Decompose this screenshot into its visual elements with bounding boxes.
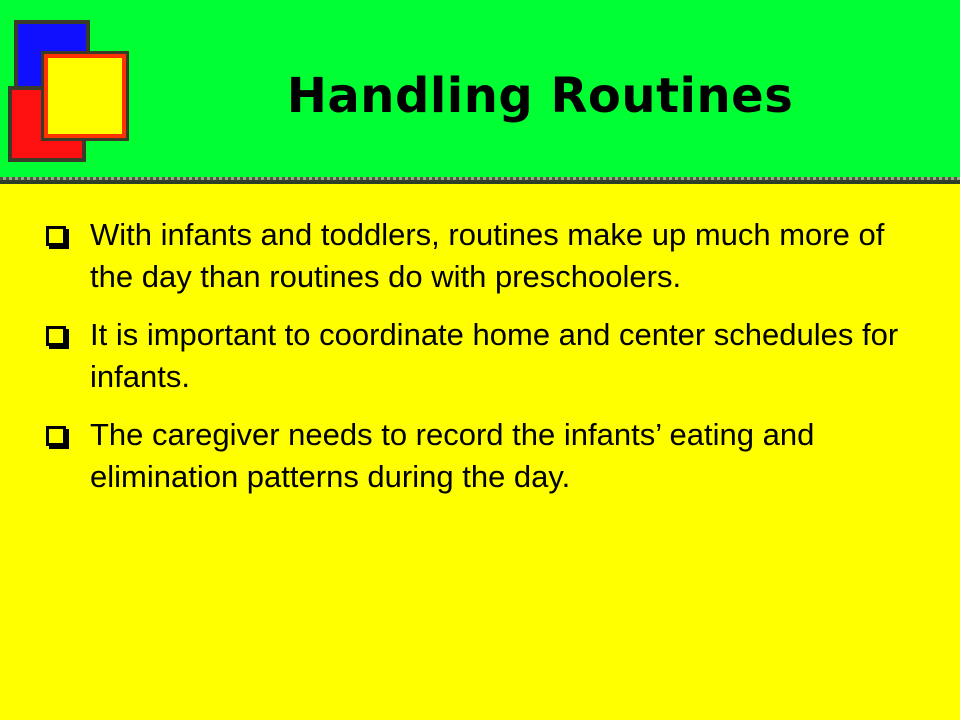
checkbox-square-icon: [46, 426, 66, 446]
title-banner: [0, 0, 960, 184]
bullet-item: [46, 414, 926, 498]
checkbox-square-icon: [46, 326, 66, 346]
bullet-item: [46, 314, 926, 398]
bullet-item: [46, 214, 926, 298]
yellow-square-icon: [44, 54, 126, 138]
bullet-text: With infants and toddlers, routines make up much more of the day than routines do with preschoolers.: [90, 217, 885, 294]
bullet-text: It is important to coordinate home and center schedules for infants.: [90, 317, 899, 394]
bullet-text: The caregiver needs to record the infants’ eating and elimination patterns during the day.: [90, 417, 815, 494]
checkbox-square-icon: [46, 226, 66, 246]
slide-title: Handling Routines: [286, 68, 794, 124]
bullet-list: [46, 214, 926, 514]
